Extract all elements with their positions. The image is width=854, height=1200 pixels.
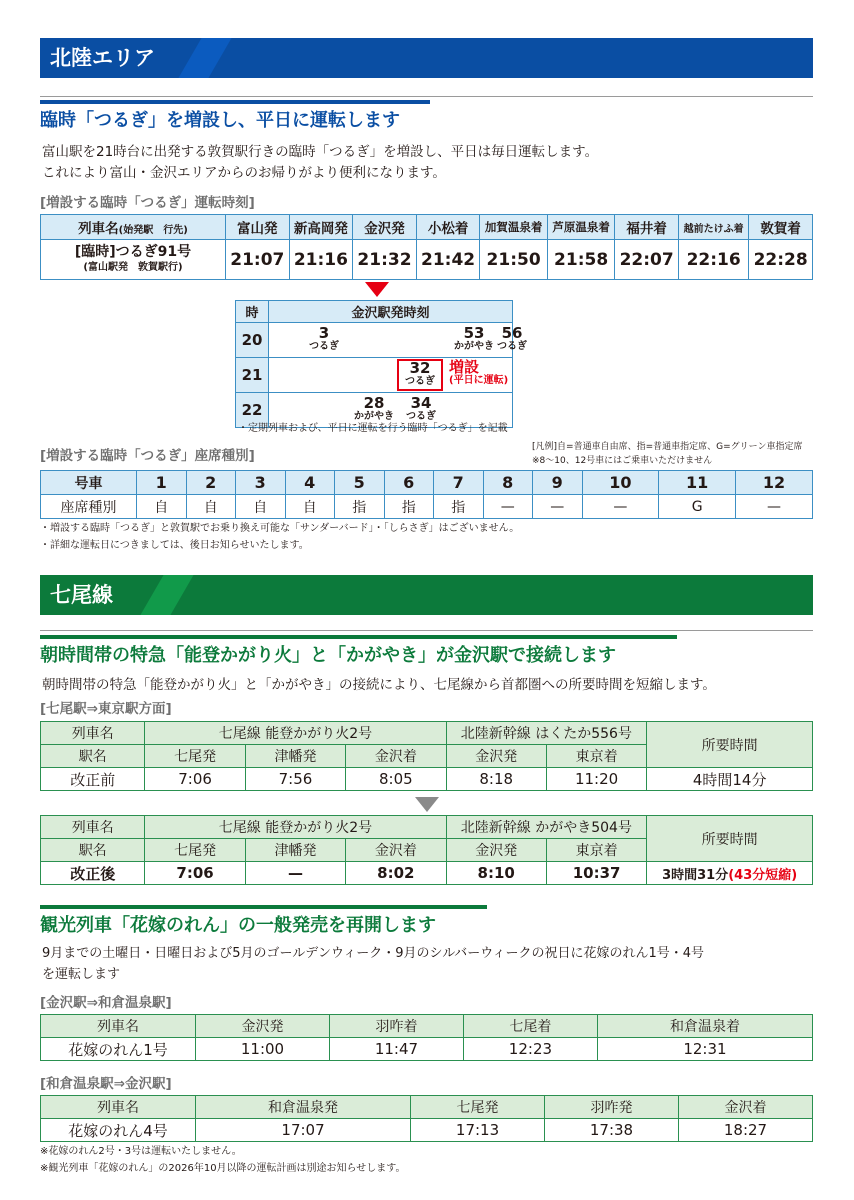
train-name-cell: 花嫁のれん1号: [41, 1038, 196, 1061]
train-shinkansen: 北陸新幹線 はくたか556号: [446, 722, 647, 745]
col-header: 和倉温泉着: [597, 1015, 812, 1038]
minute-row-20: 3 つるぎ 53 かがやき 56 つるぎ: [269, 323, 513, 358]
station: 七尾発: [145, 745, 245, 768]
station: 東京着: [546, 839, 646, 862]
seat-type: 自: [236, 495, 286, 519]
time-cell: 21:58: [547, 240, 614, 280]
duration-cell: 4時間14分: [647, 768, 813, 791]
train-name-cell: 花嫁のれん4号: [41, 1119, 196, 1142]
col-header: 羽咋着: [329, 1015, 463, 1038]
car-number: 7: [434, 471, 484, 495]
hanayome-desc-1: 9月までの土曜日・日曜日および5月のゴールデンウィーク・9月のシルバーウィークの祝日に花嫁のれん1号・4号: [42, 946, 705, 961]
seat-type: 指: [434, 495, 484, 519]
col-header: 富山発: [226, 215, 290, 240]
minute-row-22: 28 かがやき 34 つるぎ: [269, 393, 513, 428]
hokuriku-note-1: ・増設する臨時「つるぎ」と敦賀駅でお乗り換え可能な「サンダーバード」・「しらさぎ」はございません。: [40, 523, 520, 534]
col-header: 羽咋発: [545, 1096, 679, 1119]
tsurugi-timetable: [40, 214, 813, 280]
car-number: 4: [285, 471, 335, 495]
train-label: 列車名: [41, 816, 145, 839]
time-cell: 18:27: [678, 1119, 812, 1142]
col-header: 和倉温泉発: [196, 1096, 411, 1119]
train-noto: 七尾線 能登かがり火2号: [145, 816, 446, 839]
hanayome-note-1: ※花嫁のれん2号・3号は運転いたしません。: [40, 1146, 242, 1157]
col-header: 列車名: [41, 1096, 196, 1119]
hokuriku-note-2: ・詳細な運転日につきましては、後日お知らせいたします。: [40, 540, 309, 551]
hour-header: 時: [236, 301, 269, 323]
col-header: 金沢発: [196, 1015, 330, 1038]
col-header: 列車名: [41, 1015, 196, 1038]
seat-type: —: [483, 495, 533, 519]
route-wakura-kanazawa: [和倉温泉駅⇒金沢駅]: [40, 1076, 172, 1092]
time-cell: 10:37: [546, 862, 646, 885]
time-cell: 8:18: [446, 768, 546, 791]
hanayome-note-2: ※観光列車「花嫁のれん」の2026年10月以降の運転計画は別途お知らせします。: [40, 1163, 406, 1174]
time-cell: 17:07: [196, 1119, 411, 1142]
time-cell: 12:31: [597, 1038, 812, 1061]
divider: [40, 630, 813, 631]
col-header: 越前たけふ着: [678, 215, 748, 240]
headline-bar: [40, 100, 430, 104]
hanayome-4-table: [40, 1095, 813, 1142]
section-title-hokuriku: 北陸エリア: [50, 46, 155, 70]
time-cell: 21:50: [480, 240, 547, 280]
train-name-cell: [臨時]つるぎ91号 (富山駅発 敦賀駅行): [41, 240, 226, 280]
kanazawa-note: ・定期列車および、平日に運転を行う臨時「つるぎ」を記載: [238, 423, 508, 434]
station: 七尾発: [145, 839, 245, 862]
seat-type: —: [533, 495, 583, 519]
train-shinkansen: 北陸新幹線 かがやき504号: [446, 816, 647, 839]
time-cell: 21:42: [416, 240, 480, 280]
time-cell: 7:06: [145, 768, 245, 791]
col-header: 七尾発: [411, 1096, 545, 1119]
minute-row-21: 32 つるぎ 増設 (平日に運転): [269, 358, 513, 393]
seat-type: —: [736, 495, 813, 519]
headline-bar: [40, 905, 487, 909]
duration-cell: 3時間31分(43分短縮): [647, 862, 813, 885]
legend-line-1: [凡例]自=普通車自由席、指=普通車指定席、G=グリーン車指定席: [532, 442, 803, 452]
col-header: 金沢発: [353, 215, 417, 240]
train-noto: 七尾線 能登かがり火2号: [145, 722, 446, 745]
time-cell: 22:28: [749, 240, 813, 280]
station-label: 駅名: [41, 745, 145, 768]
car-number: 6: [384, 471, 434, 495]
section-title-nanao: 七尾線: [50, 583, 113, 607]
time-cell: 11:47: [329, 1038, 463, 1061]
down-arrow-icon: [415, 797, 439, 812]
seat-type: 指: [335, 495, 385, 519]
car-number: 12: [736, 471, 813, 495]
section-band-hokuriku: [40, 38, 813, 78]
kanazawa-title: 金沢駅発時刻: [269, 301, 513, 323]
nanao-desc: 朝時間帯の特急「能登かがり火」と「かがやき」の接続により、七尾線から首都圏への所要時間を短縮します。: [42, 677, 716, 693]
time-cell: —: [245, 862, 345, 885]
time-cell: 11:00: [196, 1038, 330, 1061]
station: 津幡発: [245, 745, 345, 768]
desc-line-1: 富山駅を21時台に出発する敦賀駅行きの臨時「つるぎ」を増設し、平日は毎日運転します。: [42, 144, 599, 160]
station: 津幡発: [245, 839, 345, 862]
row-label: 改正前: [41, 768, 145, 791]
car-number: 11: [659, 471, 736, 495]
time-cell: 21:16: [289, 240, 353, 280]
seat-type: G: [659, 495, 736, 519]
before-revision-table: [40, 721, 813, 791]
time-cell: 21:07: [226, 240, 290, 280]
route-nanao-tokyo: [七尾駅⇒東京駅方面]: [40, 701, 172, 717]
timetable-subtitle: [増設する臨時「つるぎ」運転時刻]: [40, 195, 255, 211]
time-cell: 8:10: [446, 862, 546, 885]
seat-type: 自: [285, 495, 335, 519]
seat-subtitle: [増設する臨時「つるぎ」座席種別]: [40, 448, 255, 464]
col-header: 七尾着: [463, 1015, 597, 1038]
col-header: 敦賀着: [749, 215, 813, 240]
car-number: 1: [137, 471, 187, 495]
station: 金沢着: [346, 839, 446, 862]
hanayome-desc-2: を運転します: [42, 967, 121, 982]
station: 金沢着: [346, 745, 446, 768]
col-header: 福井着: [615, 215, 679, 240]
row-label: 改正後: [41, 862, 145, 885]
time-cell: 8:05: [346, 768, 446, 791]
divider: [40, 96, 813, 97]
route-kanazawa-wakura: [金沢駅⇒和倉温泉駅]: [40, 995, 172, 1011]
time-cell: 11:20: [546, 768, 646, 791]
seat-type-table: [40, 470, 813, 519]
hour-cell: 22: [236, 393, 269, 428]
car-number: 9: [533, 471, 583, 495]
car-number: 5: [335, 471, 385, 495]
col-header: 芦原温泉着: [547, 215, 614, 240]
station: 金沢発: [446, 839, 546, 862]
time-cell: 7:06: [145, 862, 245, 885]
time-cell: 7:56: [245, 768, 345, 791]
time-cell: 22:16: [678, 240, 748, 280]
car-number: 3: [236, 471, 286, 495]
station: 金沢発: [446, 745, 546, 768]
col-header: 新高岡発: [289, 215, 353, 240]
hanayome-1-table: [40, 1014, 813, 1061]
time-cell: 21:32: [353, 240, 417, 280]
time-cell: 8:02: [346, 862, 446, 885]
car-number: 2: [186, 471, 236, 495]
duration-label: 所要時間: [647, 722, 813, 768]
col-header: 小松着: [416, 215, 480, 240]
legend-line-2: ※8～10、12号車にはご乗車いただけません: [532, 456, 713, 466]
shortened-badge: (43分短縮): [728, 867, 798, 883]
seat-type: 自: [137, 495, 187, 519]
station-label: 駅名: [41, 839, 145, 862]
car-label: 号車: [41, 471, 137, 495]
down-arrow-icon: [365, 282, 389, 297]
col-train-name: 列車名(始発駅 行先): [41, 215, 226, 240]
headline-hanayome: 観光列車「花嫁のれん」の一般発売を再開します: [40, 915, 436, 936]
car-number: 8: [483, 471, 533, 495]
headline-connection: 朝時間帯の特急「能登かがり火」と「かがやき」が金沢駅で接続します: [40, 645, 616, 666]
section-band-nanao: [40, 575, 813, 615]
time-cell: 17:13: [411, 1119, 545, 1142]
seat-type: —: [582, 495, 659, 519]
headline-bar: [40, 635, 677, 639]
added-tag: 増設: [449, 358, 480, 376]
seat-type: 自: [186, 495, 236, 519]
hour-cell: 20: [236, 323, 269, 358]
duration-label: 所要時間: [647, 816, 813, 862]
col-header: 金沢着: [678, 1096, 812, 1119]
kanazawa-departures: [235, 300, 527, 428]
time-cell: 12:23: [463, 1038, 597, 1061]
hour-cell: 21: [236, 358, 269, 393]
time-cell: 17:38: [545, 1119, 679, 1142]
after-revision-table: [40, 815, 813, 885]
seat-type-label: 座席種別: [41, 495, 137, 519]
col-header: 加賀温泉着: [480, 215, 547, 240]
seat-type: 指: [384, 495, 434, 519]
car-number: 10: [582, 471, 659, 495]
train-label: 列車名: [41, 722, 145, 745]
station: 東京着: [546, 745, 646, 768]
desc-line-2: これにより富山・金沢エリアからのお帰りがより便利になります。: [42, 165, 446, 181]
headline-tsurugi: 臨時「つるぎ」を増設し、平日に運転します: [40, 110, 400, 131]
time-cell: 22:07: [615, 240, 679, 280]
